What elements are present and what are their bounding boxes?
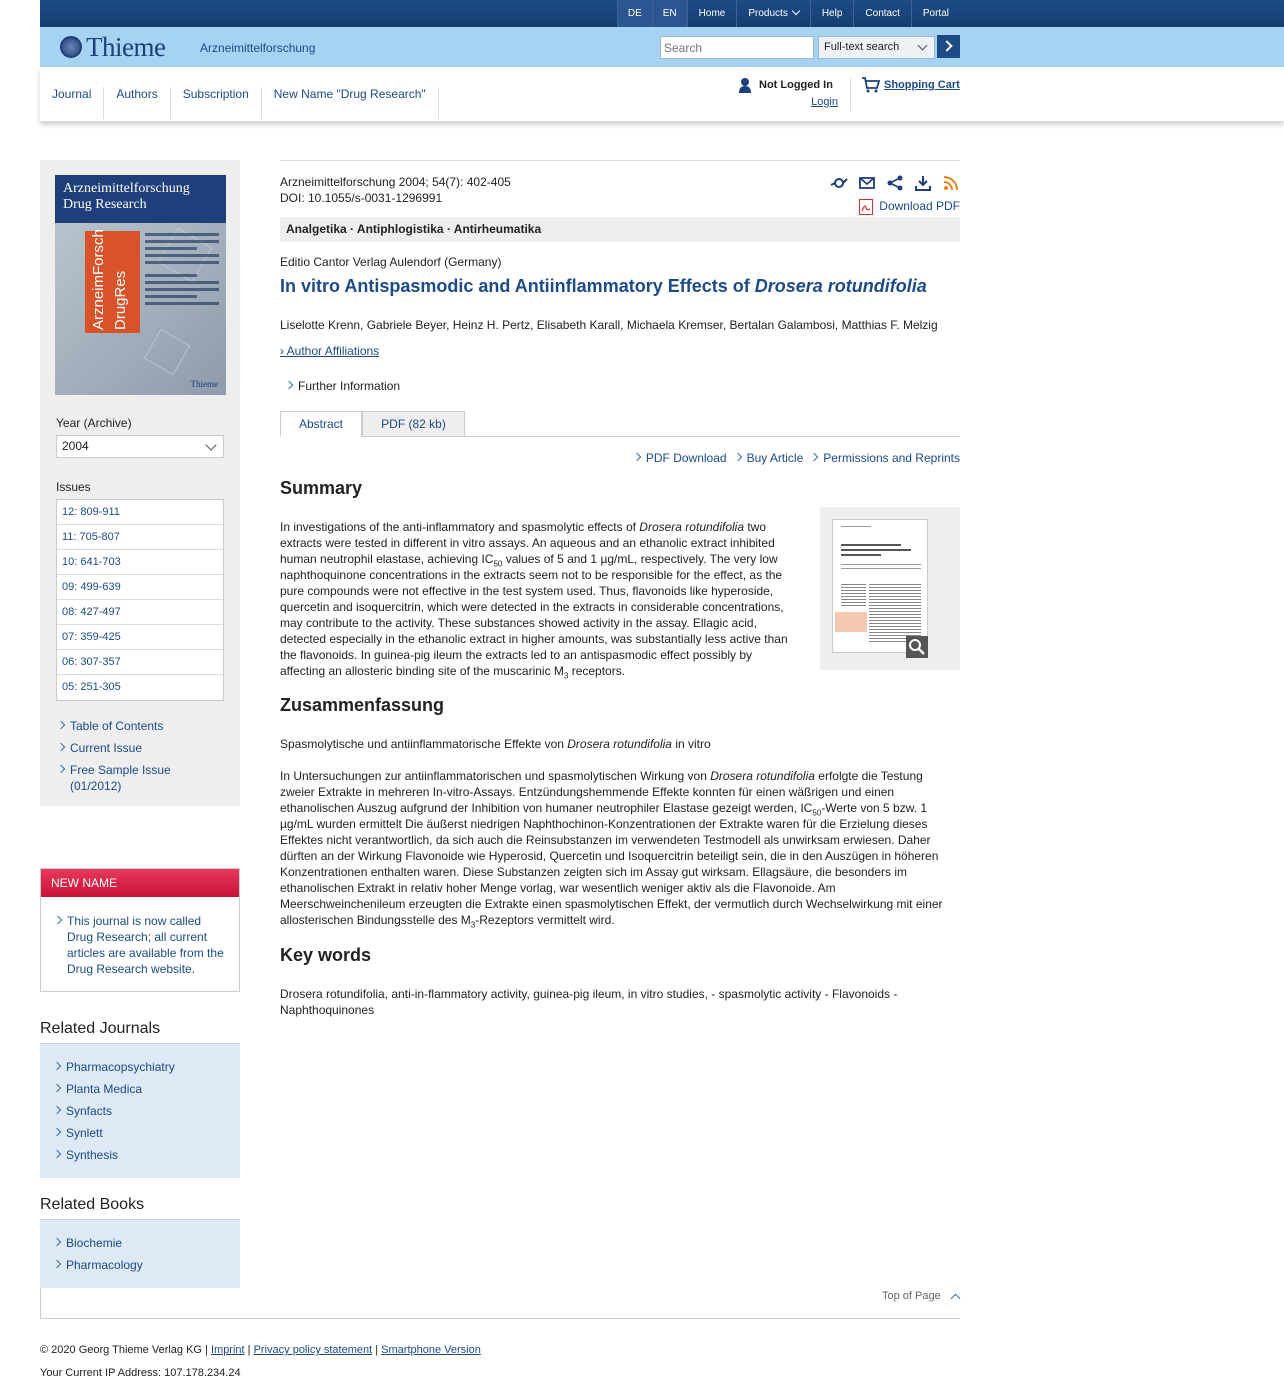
issue-item[interactable]: 08: 427-497 [57,600,223,625]
table-of-contents-link[interactable]: Table of Contents [56,718,186,734]
products-menu[interactable] [736,0,809,27]
article-tools [830,174,960,192]
journal-cover-image[interactable] [55,175,226,395]
footer-copyright: © 2020 Georg Thieme Verlag KG | Imprint | Privacy policy statement | Smartphone Version [40,1344,481,1356]
chevron-down-icon [792,7,800,15]
lang-en-link[interactable]: EN [652,0,687,27]
home-link[interactable]: Home [687,0,737,27]
year-select[interactable] [56,435,224,458]
login-link[interactable]: Login [811,96,838,108]
sidebar [40,160,240,806]
issue-item[interactable]: 10: 641-703 [57,550,223,575]
download-pdf-label: Download PDF [879,199,960,213]
login-status: Not Logged In [759,79,833,91]
divider [40,1318,960,1319]
related-journals-title: Related Journals [40,1020,161,1037]
article-actions [632,450,960,466]
divider [40,1288,41,1318]
portal-link[interactable]: Portal [911,0,960,27]
login-area [738,77,838,109]
issue-item[interactable]: 06: 307-357 [57,650,223,675]
article-citation [280,174,511,206]
summary-text: In investigations of the anti-inflammatory and spasmolytic effects of Drosera rotundifolia two extracts were tested in different in vitro assays. An aqueous and an ethanolic extract inhibited human neutrophil elastase, achieving $IC_{50}$ values of 5 and 1 µg/mL, respectively. The very low naphthoquinone concentrations in the extracts seem not to be responsible for the effect, as the pure compounds were not effective in the test system used. Thus, flavonoids like hyperoside, quercetin and isoquercitrin, which were detected in the extracts in considerable concentrations, may contribute to the activity. These substances showed activity in the assay. Ellagic acid, detected especially in the ethanolic extract in higher amounts, was substantially less active than the flavonoids. In guinea-pig ileum the extracts led to an antispasmodic effect possibly by affecting an allosteric binding site of the muscarinic $M_3$ receptors. [280,520,788,681]
year-select-value: 2004 [62,439,89,453]
related-journals-box [40,1043,240,1178]
journal-name-link[interactable]: Arzneimittelforschung [200,41,316,55]
further-information-toggle[interactable]: Further Information [284,378,400,394]
buy-article-link[interactable]: Buy Article [733,450,804,466]
cover-title [55,175,226,223]
user-icon [738,77,752,93]
smartphone-version-link[interactable]: Smartphone Version [381,1344,481,1356]
cart-area [850,77,960,111]
tab-pdf[interactable]: PDF (82 kb) [362,411,465,437]
cover-title-line1: Arzneimittelforschung [63,181,190,196]
new-name-link[interactable]: This journal is now called Drug Research; all current articles are available from the Drug Research website. [53,913,229,977]
sub-navigation-bar [40,67,1284,121]
pdf-icon [859,199,873,215]
permissions-reprints-link[interactable]: Permissions and Reprints [809,450,960,466]
pdf-thumbnail-box [820,507,960,670]
pdf-thumbnail[interactable] [832,519,928,653]
new-name-box [40,868,240,992]
top-of-page-label: Top of Page [882,1290,941,1302]
nav-subscription[interactable]: Subscription [171,87,262,119]
chevron-right-icon [941,40,952,51]
current-issue-link[interactable]: Current Issue [56,740,186,756]
author-affiliations-link[interactable]: › Author Affiliations [280,344,380,358]
article-title-italic: Drosera rotundifolia [754,276,927,296]
related-journal-link[interactable]: Synlett [52,1125,240,1141]
chevron-down-icon [918,41,928,51]
share-icon[interactable] [886,174,904,192]
issues-list [56,499,224,701]
lang-de-link[interactable]: DE [617,0,652,27]
article-tabs [280,411,960,437]
ip-address-text: Your Current IP Address: 107.178.234.24 [40,1367,241,1379]
keywords-text: Drosera rotundifolia, anti-in-flammatory activity, guinea-pig ileum, in vitro studies, - spasmolytic activity - Flavonoids - Naphthoquinones [280,987,898,1017]
nav-new-name[interactable]: New Name "Drug Research" [262,87,439,119]
chevron-up-icon [951,1294,961,1304]
summary-heading: Summary [280,478,363,498]
download-icon[interactable] [914,174,932,192]
issue-item[interactable]: 11: 705-807 [57,525,223,550]
free-sample-issue-link[interactable]: Free Sample Issue (01/2012) [56,762,186,794]
related-journal-link[interactable]: Planta Medica [52,1081,240,1097]
privacy-policy-link[interactable]: Privacy policy statement [253,1344,373,1356]
tab-abstract[interactable]: Abstract [280,411,362,437]
cover-text-lines [145,233,219,309]
nav-journal[interactable]: Journal [40,87,104,119]
pdf-download-link[interactable]: PDF Download [632,450,727,466]
zusammenfassung-title: Spasmolytische und antiinflammatorische Effekte von Drosera rotundifolia in vitro [280,737,711,751]
cover-publisher-mark: Thieme [190,379,218,389]
zusammenfassung-heading: Zusammenfassung [280,695,445,715]
help-link[interactable]: Help [810,0,854,27]
related-books-box [40,1219,240,1288]
related-journal-link[interactable]: Pharmacopsychiatry [52,1059,240,1075]
nav-authors[interactable]: Authors [104,87,170,119]
sidebar-links [56,718,186,800]
related-journal-link[interactable]: Synfacts [52,1103,240,1119]
article-publisher: Editio Cantor Verlag Aulendorf (Germany) [280,255,502,269]
search-input[interactable] [660,36,814,59]
top-navigation-bar [40,0,1284,27]
top-of-page-link[interactable] [882,1290,941,1302]
main-nav [40,87,439,119]
cover-spine-line1: ArzneimForsch [90,229,107,330]
new-name-heading: NEW NAME [41,869,239,897]
email-icon[interactable] [858,174,876,192]
related-book-link[interactable]: Pharmacology [52,1257,240,1273]
issues-label: Issues [56,480,91,494]
products-label: Products [748,8,788,19]
zusammenfassung-text: In Untersuchungen zur antiinflammatorischen und spasmolytischen Wirkung von Drosera rotundifolia erfolgte die Testung zweier Extrakte in mehreren In-vitro-Assays. Entzündungshemmende Effekte konnten für einen wäßrigen und einen ethanolischen Auszug aufgrund der Inhibition von humaner neutrophiler Elastase gezeigt werden, $IC_{50}$-Werte von 5 bzw. 1 µg/mL wurden ermittelt Die äußerst niedrigen Naphthochinon-Konzentrationen der Extrakte waren für die Erzielung dieses Effektes nicht verantwortlich, da sich auch die Reinsubstanzen im verwendeten Testmodell als unwirksam erwiesen. Daher dürften an der Wirkung Flavonoide wie Hyperosid, Quercetin und Isoquercitrin beteiligt sein, die in den Auszügen in höheren Konzentrationen enthalten waren. Diese Substanzen zeigten sich im Assay gut wirksam. Ellagsäure, die besonders im ethanolischen Extrakt in relativ hoher Menge vorlag, war wesentlich weniger aktiv als die Flavonoide. Am Meerschweinchenileum erzeugten die Extrakte einen spasmolytischen Effekt, der vermutlich durch Wechselwirkung mit einer allosterischen Bindungsstelle des $M_3$-Rezeptors vermittelt wird. [280,769,943,930]
logo-text: Thieme [86,31,166,62]
search-mode-select[interactable] [818,36,935,59]
article-title [280,276,927,297]
cover-spine-text [88,229,138,330]
issue-item[interactable]: 12: 809-911 [57,500,223,525]
issue-item[interactable]: 07: 359-425 [57,625,223,650]
chevron-down-icon [205,439,216,450]
cover-title-line2: Drug Research [63,197,147,212]
shopping-cart-icon [862,77,880,93]
issue-item[interactable]: 09: 499-639 [57,575,223,600]
issue-item[interactable]: 05: 251-305 [62,681,121,693]
contact-link[interactable]: Contact [853,0,910,27]
top-nav [617,0,960,27]
related-journal-link[interactable]: Synthesis [52,1147,240,1163]
search-mode-value: Full-text search [824,41,900,53]
imprint-link[interactable]: Imprint [210,1344,245,1356]
download-pdf-link[interactable] [859,199,960,213]
track-icon[interactable] [830,174,848,192]
doi-text: DOI: 10.1055/s-0031-1296991 [280,191,443,205]
rss-icon[interactable] [942,174,960,192]
brand-bar [40,27,1284,67]
cover-spine-line2: DrugRes [112,270,129,330]
copyright-text: © 2020 Georg Thieme Verlag KG | [40,1344,208,1356]
shopping-cart-link[interactable]: Shopping Cart [884,79,960,91]
article-category: Analgetika · Antiphlogistika · Antirheumatika [280,217,960,242]
keywords-heading: Key words [280,945,372,965]
related-books-title: Related Books [40,1196,145,1213]
year-archive-label: Year (Archive) [56,416,132,430]
thieme-logo[interactable] [60,31,165,63]
article-authors: Liselotte Krenn, Gabriele Beyer, Heinz H. Pertz, Elisabeth Karall, Michaela Kremser, Bertalan Galambosi, Matthias F. Melzig [280,318,938,332]
divider [280,160,960,161]
thieme-seal-icon [60,36,82,58]
article-title-text: In vitro Antispasmodic and Antiinflammatory Effects of [280,276,755,296]
search-submit-button[interactable] [937,35,960,58]
zoom-icon[interactable] [906,636,928,658]
related-book-link[interactable]: Biochemie [52,1235,240,1251]
citation-text: Arzneimittelforschung 2004; 54(7): 402-405 [280,175,511,189]
